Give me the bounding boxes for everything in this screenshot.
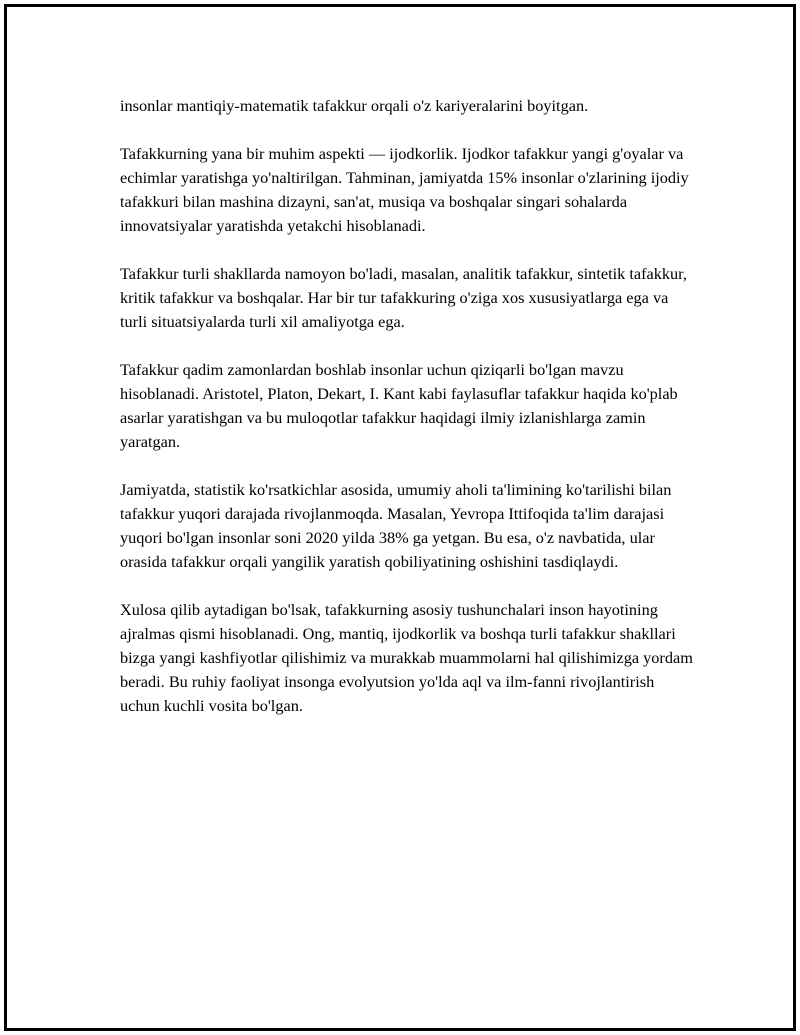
paragraph-5: Jamiyatda, statistik ko'rsatkichlar asosida, umumiy aholi ta'limining ko'tarilishi bilan tafakkur yuqori darajada rivojlanmoqda. Masalan, Yevropa Ittifoqida ta'lim darajasi yuqori bo'lgan insonlar soni 2020 yilda 38% ga yetgan. Bu esa, o'z navbatida, ular orasida tafakkur orqali yangilik yaratish qobiliyatining oshishini tasdiqlaydi. [120,480,672,571]
paragraph-3: Tafakkur turli shakllarda namoyon bo'ladi, masalan, analitik tafakkur, sintetik tafakkur, kritik tafakkur va boshqalar. Har bir tur tafakkuring o'ziga xos xususiyatlarga ega va turli situatsiyalarda turli xil amaliyotga ega. [120,264,687,331]
paragraph-1: insonlar mantiqiy-matematik tafakkur orqali o'z kariyeralarini boyitgan. [120,96,589,115]
document-page [4,4,796,1031]
paragraph-6: Xulosa qilib aytadigan bo'lsak, tafakkurning asosiy tushunchalari inson hayotining ajralmas qismi hisoblanadi. Ong, mantiq, ijodkorlik va boshqa turli tafakkur shakllari bizga yangi kashfiyotlar qilishimiz va murakkab muammolarni hal qilishimizga yordam beradi. Bu ruhiy faoliyat insonga evolyutsion yo'lda aql va ilm-fanni rivojlantirish uchun kuchli vosita bo'lgan. [120,600,693,715]
paragraph-4: Tafakkur qadim zamonlardan boshlab insonlar uchun qiziqarli bo'lgan mavzu hisoblanadi. Aristotel, Platon, Dekart, I. Kant kabi faylasuflar tafakkur haqida ko'plab asarlar yaratishgan va bu muloqotlar tafakkur haqidagi ilmiy izlanishlarga zamin yaratgan. [120,360,678,451]
paragraph-2: Tafakkurning yana bir muhim aspekti — ijodkorlik. Ijodkor tafakkur yangi g'oyalar va echimlar yaratishga yo'naltirilgan. Tahminan, jamiyatda 15% insonlar o'zlarining ijodiy tafakkuri bilan mashina dizayni, san'at, musiqa va boshqalar singari sohalarda innovatsiyalar yaratishda yetakchi hisoblanadi. [120,144,689,235]
document-body [120,94,695,742]
